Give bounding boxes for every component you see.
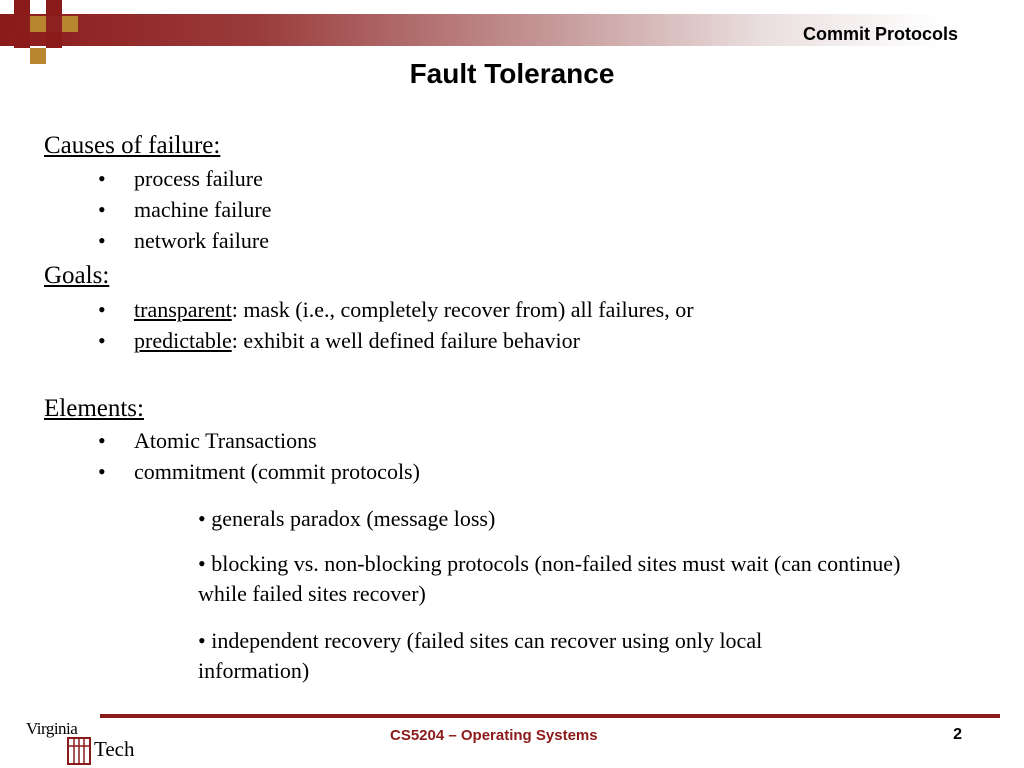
section-heading-goals: Goals: xyxy=(44,262,110,289)
footer-course: CS5204 – Operating Systems xyxy=(390,727,598,744)
section-heading-elements: Elements: xyxy=(44,395,144,422)
decorative-squares xyxy=(0,0,80,64)
vt-shield-icon xyxy=(64,736,94,766)
bullet-item: • machine failure xyxy=(98,197,272,222)
term-transparent: transparent xyxy=(134,297,232,322)
bullet-item: • predictable: exhibit a well defined failure behavior xyxy=(98,328,580,353)
bullet-item: • commitment (commit protocols) xyxy=(98,459,420,484)
section-heading-causes: Causes of failure: xyxy=(44,132,221,159)
sub-bullet-item: • independent recovery (failed sites can recover using only local information) xyxy=(198,628,763,683)
virginia-tech-logo: Virginia Tech xyxy=(24,718,136,766)
footer-divider xyxy=(100,714,1000,718)
page-number: 2 xyxy=(953,726,962,743)
bullet-item: • process failure xyxy=(98,166,263,191)
sub-bullet-item: • blocking vs. non-blocking protocols (non-failed sites must wait (can continue) while failed sites recover) xyxy=(198,551,901,606)
bullet-item: • Atomic Transactions xyxy=(98,428,317,453)
sub-bullet-item: • generals paradox (message loss) xyxy=(198,506,496,531)
bullet-item: • transparent: mask (i.e., completely recover from) all failures, or xyxy=(98,297,694,322)
slide-title: Fault Tolerance xyxy=(409,58,615,89)
header-title: Commit Protocols xyxy=(802,24,958,44)
bullet-item: • network failure xyxy=(98,228,269,253)
term-predictable: predictable xyxy=(134,328,232,353)
